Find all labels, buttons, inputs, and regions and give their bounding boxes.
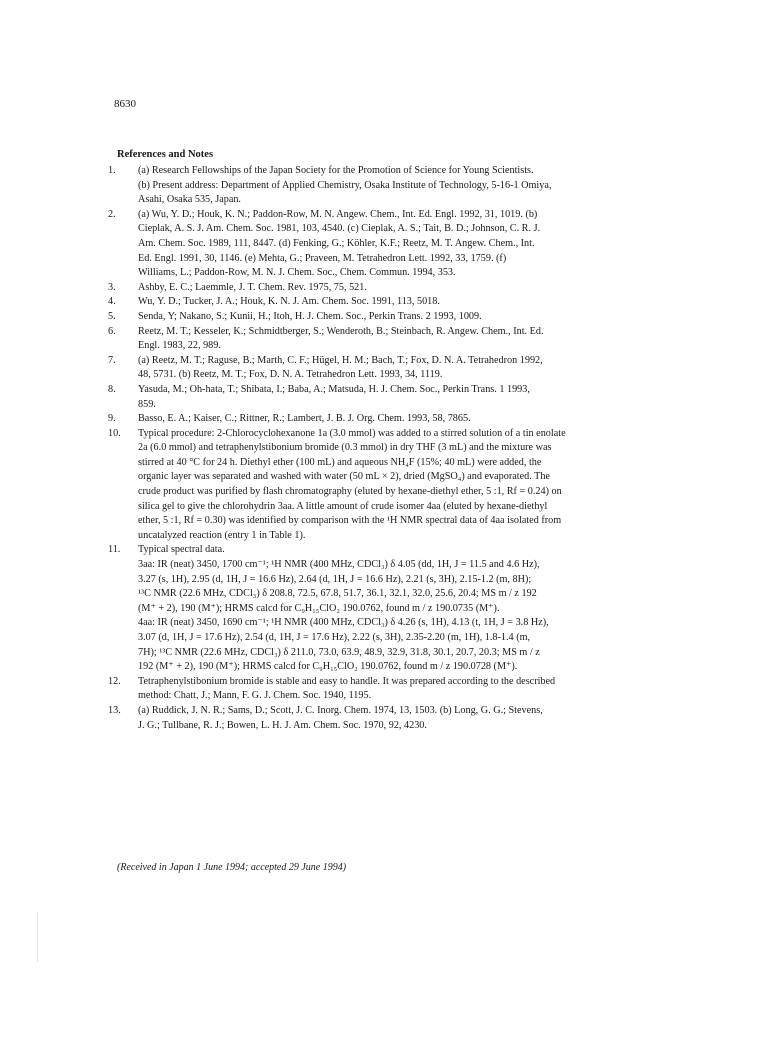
reference-text <box>138 427 678 544</box>
reference-number: 4. <box>108 296 116 308</box>
reference-line: Ashby, E. C.; Laemmle, J. T. Chem. Rev. 1975, 75, 521. <box>138 281 367 293</box>
margin-mark <box>37 912 38 962</box>
reference-line: Reetz, M. T.; Kesseler, K.; Schmidtberger, S.; Wenderoth, B.; Steinbach, R. Angew. Chem., Int. Ed. <box>138 325 544 337</box>
reference-line: Cieplak, A. S. J. Am. Chem. Soc. 1981, 103, 4540. (c) Cieplak, A. S.; Tait, B. D.; Johnson, C. R. J. <box>138 223 541 235</box>
reference-line: (b) Present address: Department of Applied Chemistry, Osaka Institute of Technology, 5-16-1 Omiya, <box>138 179 552 191</box>
reference-line: Typical procedure: 2-Chlorocyclohexanone 1a (3.0 mmol) was added to a stirred solution of a tin enolate <box>138 427 566 439</box>
reference-line: 3.27 (s, 1H), 2.95 (d, 1H, J = 16.6 Hz), 2.64 (d, 1H, J = 16.6 Hz), 2.21 (s, 3H), 2.15-1.2 (m, 8H); <box>138 573 532 585</box>
reference-line: uncatalyzed reaction (entry 1 in Table 1). <box>138 529 306 541</box>
reference-line: 192 (M⁺ + 2), 190 (M⁺); HRMS calcd for C₉H₁₅ClO₂ 190.0762, found m / z 190.0728 (M⁺). <box>138 661 518 673</box>
reference-item <box>108 208 678 281</box>
reference-item <box>108 281 678 296</box>
reference-number: 5. <box>108 310 116 322</box>
reference-number: 11. <box>108 544 121 556</box>
reference-item <box>108 164 678 208</box>
reference-line: stirred at 40 °C for 24 h. Diethyl ether (100 mL) and aqueous NH₄F (15%; 40 mL) were added, the <box>138 456 542 468</box>
reference-number: 9. <box>108 413 116 425</box>
reference-text <box>138 208 678 281</box>
reference-item <box>108 383 678 412</box>
reference-item <box>108 543 678 674</box>
reference-item <box>108 310 678 325</box>
reference-line: (a) Wu, Y. D.; Houk, K. N.; Paddon-Row, M. N. Angew. Chem., Int. Ed. Engl. 1992, 31, 1019. (b) <box>138 208 538 220</box>
reference-line: 48, 5731. (b) Reetz, M. T.; Fox, D. N. A. Tetrahedron Lett. 1993, 34, 1119. <box>138 369 443 381</box>
reference-number: 12. <box>108 675 121 687</box>
reference-item <box>108 354 678 383</box>
reference-item <box>108 295 678 310</box>
reference-line: Am. Chem. Soc. 1989, 111, 8447. (d) Fenking, G.; Köhler, K.F.; Reetz, M. T. Angew. Chem., Int. <box>138 237 535 249</box>
reference-text <box>138 543 678 674</box>
reference-line: (a) Reetz, M. T.; Raguse, B.; Marth, C. F.; Hügel, H. M.; Bach, T.; Fox, D. N. A. Tetrahedron 1992, <box>138 354 543 366</box>
reference-line: Engl. 1983, 22, 989. <box>138 340 221 352</box>
reference-line: organic layer was separated and washed with water (50 mL × 2), dried (MgSO₄) and evaporated. The <box>138 471 550 483</box>
reference-text <box>138 704 678 733</box>
reference-number: 10. <box>108 427 121 439</box>
reference-line: Senda, Y; Nakano, S.; Kunii, H.; Itoh, H. J. Chem. Soc., Perkin Trans. 2 1993, 1009. <box>138 310 482 322</box>
reference-line: Basso, E. A.; Kaiser, C.; Rittner, R.; Lambert, J. B. J. Org. Chem. 1993, 58, 7865. <box>138 413 471 425</box>
reference-number: 8. <box>108 383 116 395</box>
reference-text <box>138 354 678 383</box>
reference-line: Yasuda, M.; Oh-hata, T.; Shibata, I.; Baba, A.; Matsuda, H. J. Chem. Soc., Perkin Trans. 1 1993, <box>138 383 530 395</box>
reference-number: 3. <box>108 281 116 293</box>
reference-line: ether, 5 :1, Rf = 0.30) was identified by comparison with the ¹H NMR spectral data of 4aa isolated from <box>138 515 562 527</box>
reference-line: J. G.; Tullbane, R. J.; Bowen, L. H. J. Am. Chem. Soc. 1970, 92, 4230. <box>138 719 427 731</box>
reference-line: method: Chatt, J.; Mann, F. G. J. Chem. Soc. 1940, 1195. <box>138 690 372 702</box>
reference-number: 1. <box>108 165 116 176</box>
reference-text <box>138 383 678 412</box>
reference-text <box>138 325 678 354</box>
reference-text <box>138 675 678 704</box>
reference-text <box>138 295 678 310</box>
reference-number: 13. <box>108 704 121 716</box>
reference-line: crude product was purified by flash chromatography (eluted by hexane-diethyl ether, 5 :1, Rf = 0.24) on <box>138 486 562 498</box>
reference-line: 7H); ¹³C NMR (22.6 MHz, CDCl₃) δ 211.0, 73.0, 63.9, 48.9, 32.9, 31.8, 30.1, 20.7, 20.3; MS m / z <box>138 646 540 658</box>
references-list <box>108 164 678 733</box>
reference-item <box>108 704 678 733</box>
reference-line: 3aa: IR (neat) 3450, 1700 cm⁻¹; ¹H NMR (400 MHz, CDCl₃) δ 4.05 (dd, 1H, J = 11.5 and 4.6 Hz), <box>138 559 540 571</box>
reference-line: Williams, L.; Paddon-Row, M. N. J. Chem. Soc., Chem. Commun. 1994, 353. <box>138 267 456 279</box>
reference-text <box>138 281 678 296</box>
reference-text <box>138 164 678 208</box>
reference-line: (a) Research Fellowships of the Japan Society for the Promotion of Science for Young Scientists. <box>138 165 534 176</box>
reference-line: silica gel to give the chlorohydrin 3aa. A little amount of crude isomer 4aa (eluted by hexane-diethyl <box>138 500 548 512</box>
reference-number: 6. <box>108 325 116 337</box>
reference-item <box>108 675 678 704</box>
reference-number: 7. <box>108 354 116 366</box>
references-heading: References and Notes <box>117 149 214 160</box>
received-dates: (Received in Japan 1 June 1994; accepted 29 June 1994) <box>117 862 347 873</box>
reference-line: ¹³C NMR (22.6 MHz, CDCl₃) δ 208.8, 72.5, 67.8, 51.7, 36.1, 32.1, 32.0, 25.6, 20.4; MS m / z 192 <box>138 588 537 600</box>
reference-item <box>108 325 678 354</box>
reference-line: Typical spectral data. <box>138 544 225 556</box>
reference-line: 859. <box>138 398 156 410</box>
reference-line: Wu, Y. D.; Tucker, J. A.; Houk, K. N. J. Am. Chem. Soc. 1991, 113, 5018. <box>138 296 440 308</box>
reference-line: Tetraphenylstibonium bromide is stable and easy to handle. It was prepared according to the described <box>138 675 556 687</box>
reference-line: (M⁺ + 2), 190 (M⁺); HRMS calcd for C₉H₁₅ClO₂ 190.0762, found m / z 190.0735 (M⁺). <box>138 602 500 614</box>
reference-line: (a) Ruddick, J. N. R.; Sams, D.; Scott, J. C. Inorg. Chem. 1974, 13, 1503. (b) Long, G. G.; Stevens, <box>138 704 543 716</box>
reference-text <box>138 412 678 427</box>
reference-line: 3.07 (d, 1H, J = 17.6 Hz), 2.54 (d, 1H, J = 17.6 Hz), 2.22 (s, 3H), 2.35-2.20 (m, 1H), 1.8-1.4 (m, <box>138 632 531 643</box>
reference-line: 2a (6.0 mmol) and tetraphenylstibonium bromide (0.3 mmol) in dry THF (3 mL) and the mixture was <box>138 442 552 454</box>
reference-number: 2. <box>108 208 116 220</box>
reference-text <box>138 310 678 325</box>
page-number: 8630 <box>114 98 136 110</box>
reference-line: 4aa: IR (neat) 3450, 1690 cm⁻¹; ¹H NMR (400 MHz, CDCl₃) δ 4.26 (s, 1H), 4.13 (t, 1H, J = 3.8 Hz), <box>138 617 549 629</box>
reference-line: Asahi, Osaka 535, Japan. <box>138 194 241 206</box>
reference-item <box>108 412 678 427</box>
reference-line: Ed. Engl. 1991, 30, 1146. (e) Mehta, G.; Praveen, M. Tetrahedron Lett. 1992, 33, 1759. (f) <box>138 252 507 264</box>
reference-item <box>108 427 678 544</box>
